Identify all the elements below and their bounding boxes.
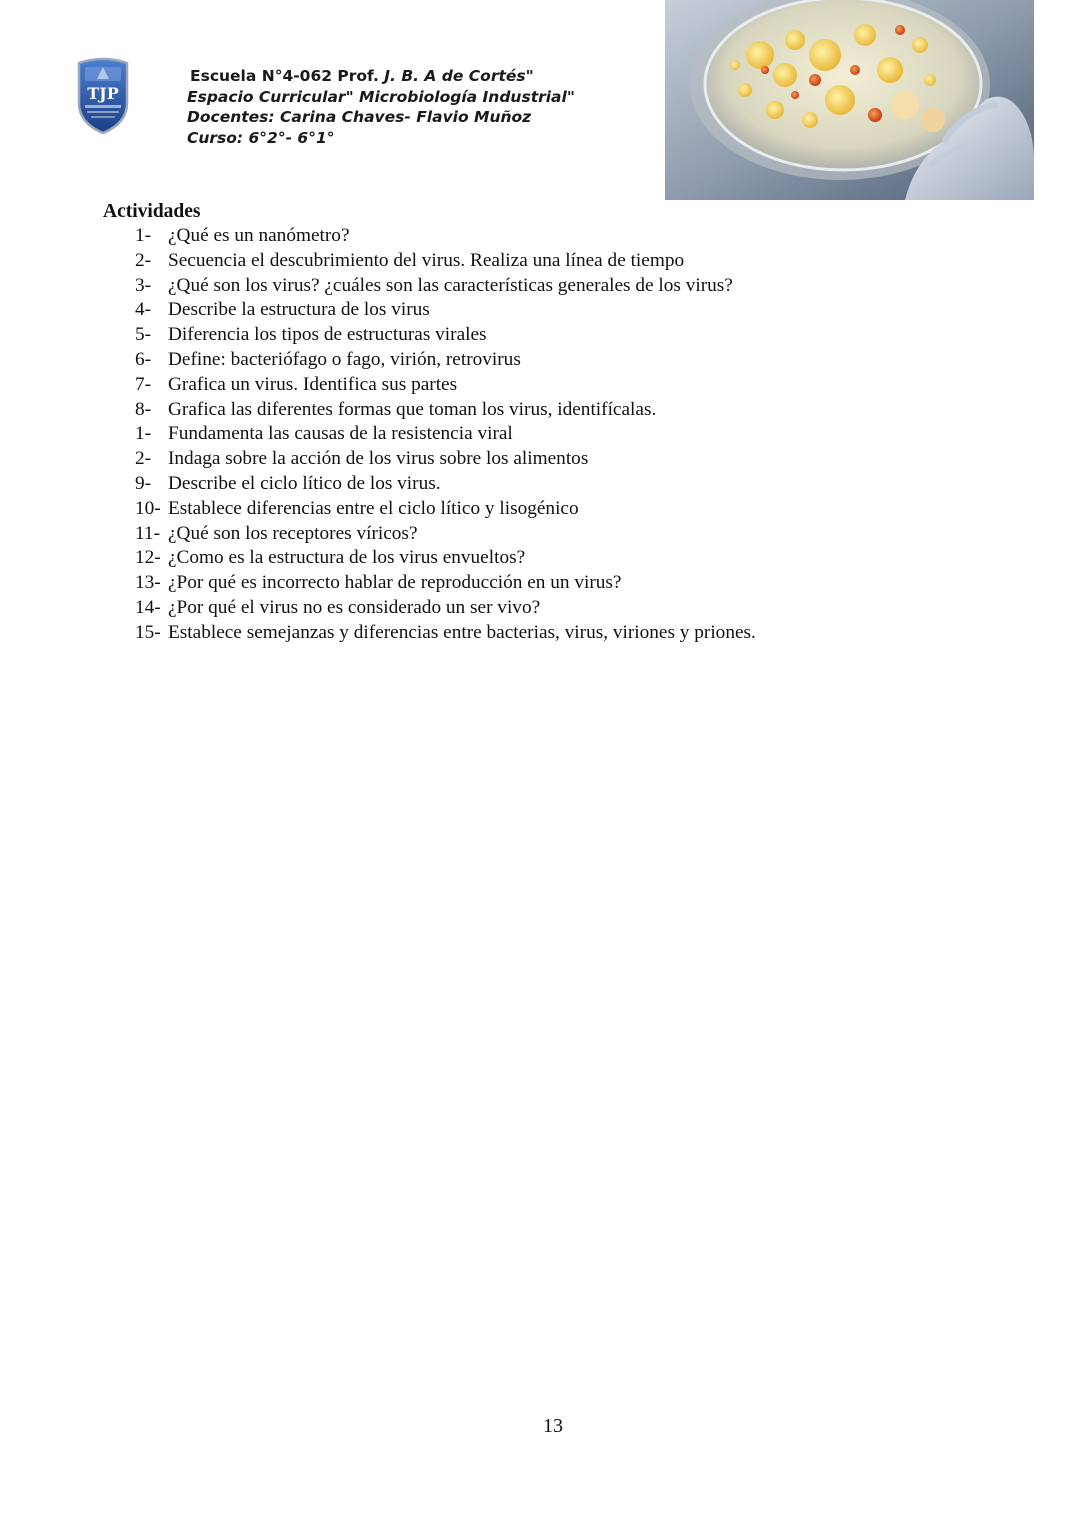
item-text: ¿Por qué el virus no es considerado un ser vivo? [168, 596, 541, 618]
logo-lettering: TJP [87, 84, 119, 103]
school-name: J. B. A de Cortés" [384, 67, 534, 85]
item-number: 11- [135, 522, 160, 544]
item-number: 13- [135, 572, 161, 594]
item-text: Indaga sobre la acción de los virus sobre los alimentos [168, 448, 589, 470]
item-text: ¿Qué es un nanómetro? [168, 225, 350, 246]
page-number: 13 [543, 1415, 563, 1437]
item-number: 2- [135, 448, 152, 470]
item-text: Establece semejanzas y diferencias entre bacterias, virus, viriones y priones. [168, 621, 756, 643]
school-prefix: Escuela N°4-062 Prof. [190, 67, 379, 85]
item-number: 4- [135, 299, 152, 321]
item-number: 9- [135, 472, 152, 494]
item-text: Diferencia los tipos de estructuras virales [168, 324, 487, 346]
item-number: 15- [135, 621, 161, 643]
item-number: 7- [135, 373, 152, 395]
item-number: 3- [135, 274, 152, 296]
item-number: 2- [135, 249, 152, 271]
item-text: ¿Qué son los receptores víricos? [168, 522, 418, 544]
activities-heading: Actividades [103, 201, 201, 222]
school-line [187, 66, 575, 87]
item-text: Secuencia el descubrimiento del virus. Realiza una línea de tiempo [168, 249, 685, 271]
item-number: 1- [135, 225, 152, 246]
header-block [187, 66, 575, 148]
item-text: Describe el ciclo lítico de los virus. [168, 472, 441, 494]
item-text: Establece diferencias entre el ciclo lítico y lisogénico [168, 497, 579, 519]
item-text: ¿Qué son los virus? ¿cuáles son las características generales de los virus? [168, 274, 733, 296]
item-number: 5- [135, 324, 152, 346]
item-number: 10- [135, 497, 161, 519]
item-number: 6- [135, 348, 152, 370]
course-line: Curso: 6°2°- 6°1° [187, 128, 335, 147]
item-text: Describe la estructura de los virus [168, 299, 430, 321]
item-text: Grafica un virus. Identifica sus partes [168, 373, 458, 395]
item-number: 14- [135, 596, 161, 618]
item-text: Define: bacteriófago o fago, virión, retrovirus [168, 348, 521, 370]
item-text: Fundamenta las causas de la resistencia viral [168, 423, 513, 445]
item-number: 12- [135, 547, 161, 569]
teachers-line: Docentes: Carina Chaves- Flavio Muñoz [187, 108, 532, 126]
subject-line: Espacio Curricular" Microbiología Industrial" [187, 87, 575, 106]
school-logo [75, 57, 131, 135]
item-text: ¿Por qué es incorrecto hablar de reproducción en un virus? [168, 572, 622, 594]
item-text: ¿Como es la estructura de los virus envueltos? [168, 547, 526, 569]
petri-dish-photo [665, 0, 1034, 200]
item-number: 1- [135, 423, 152, 445]
item-number: 8- [135, 398, 152, 420]
item-text: Grafica las diferentes formas que toman los virus, identifícalas. [168, 398, 657, 420]
